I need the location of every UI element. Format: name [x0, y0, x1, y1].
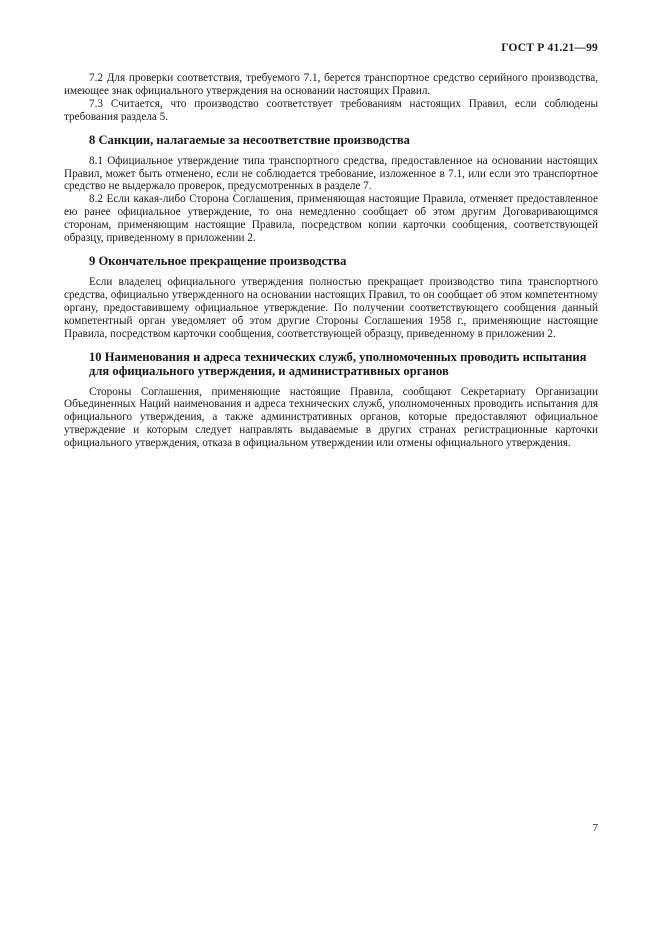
document-body	[64, 72, 598, 450]
page-number: 7	[592, 822, 598, 834]
section-heading-10: 10 Наименования и адреса технических служб, уполномоченных проводить испытания для официального утверждения, и административных органов	[89, 349, 587, 378]
paragraph-8-1: 8.1 Официальное утверждение типа транспортного средства, предоставленное на основании настоящих Правил, может быть отменено, если не соблюдается требование, изложенное в 7.1, или если это транспортное средство не выдержало проверок, предусмотренных в разделе 7.	[64, 154, 598, 193]
paragraph-10: Стороны Соглашения, применяющие настоящие Правила, сообщают Секретариату Организации Объединенных Наций наименования и адреса технических служб, уполномоченных проводить испытания для официального утверждения, а также административных органов, которые предоставляют официальное утверждение и которым следует направлять выдаваемые в других странах регистрационные карточки официального утверждения, отказа в официальном утверждении или отмены официального утверждения.	[64, 385, 598, 450]
paragraph-7-2: 7.2 Для проверки соответствия, требуемого 7.1, берется транспортное средство серийного производства, имеющее знак официального утверждения на основании настоящих Правил.	[64, 72, 598, 97]
paragraph-7-3: 7.3 Считается, что производство соответствует требованиям настоящих Правил, если соблюдены требования раздела 5.	[64, 97, 598, 123]
document-code-header: ГОСТ Р 41.21—99	[501, 42, 598, 54]
paragraph-9: Если владелец официального утверждения полностью прекращает производство типа транспортного средства, официально утвержденного на основании настоящих Правил, то он сообщает об этом компетентному органу, предоставившему официальное утверждение. По получении соответствующего сообщения данный компетентный орган уведомляет об этом другие Стороны Соглашения 1958 г., применяющие настоящие Правила, посредством карточки сообщения, соответствующей образцу, приведенному в приложении 2.	[64, 275, 598, 340]
paragraph-8-2: 8.2 Если какая-либо Сторона Соглашения, применяющая настоящие Правила, отменяет предоставленное ею ранее официальное утверждение, то она немедленно сообщает об этом другим Договаривающимся сторонам, применяющим настоящие Правила, посредством копии карточки сообщения, соответствующей образцу, приведенному в приложении 2.	[64, 193, 598, 245]
section-heading-8: 8 Санкции, налагаемые за несоответствие производства	[89, 132, 410, 147]
section-heading-9: 9 Окончательное прекращение производства	[89, 253, 347, 268]
